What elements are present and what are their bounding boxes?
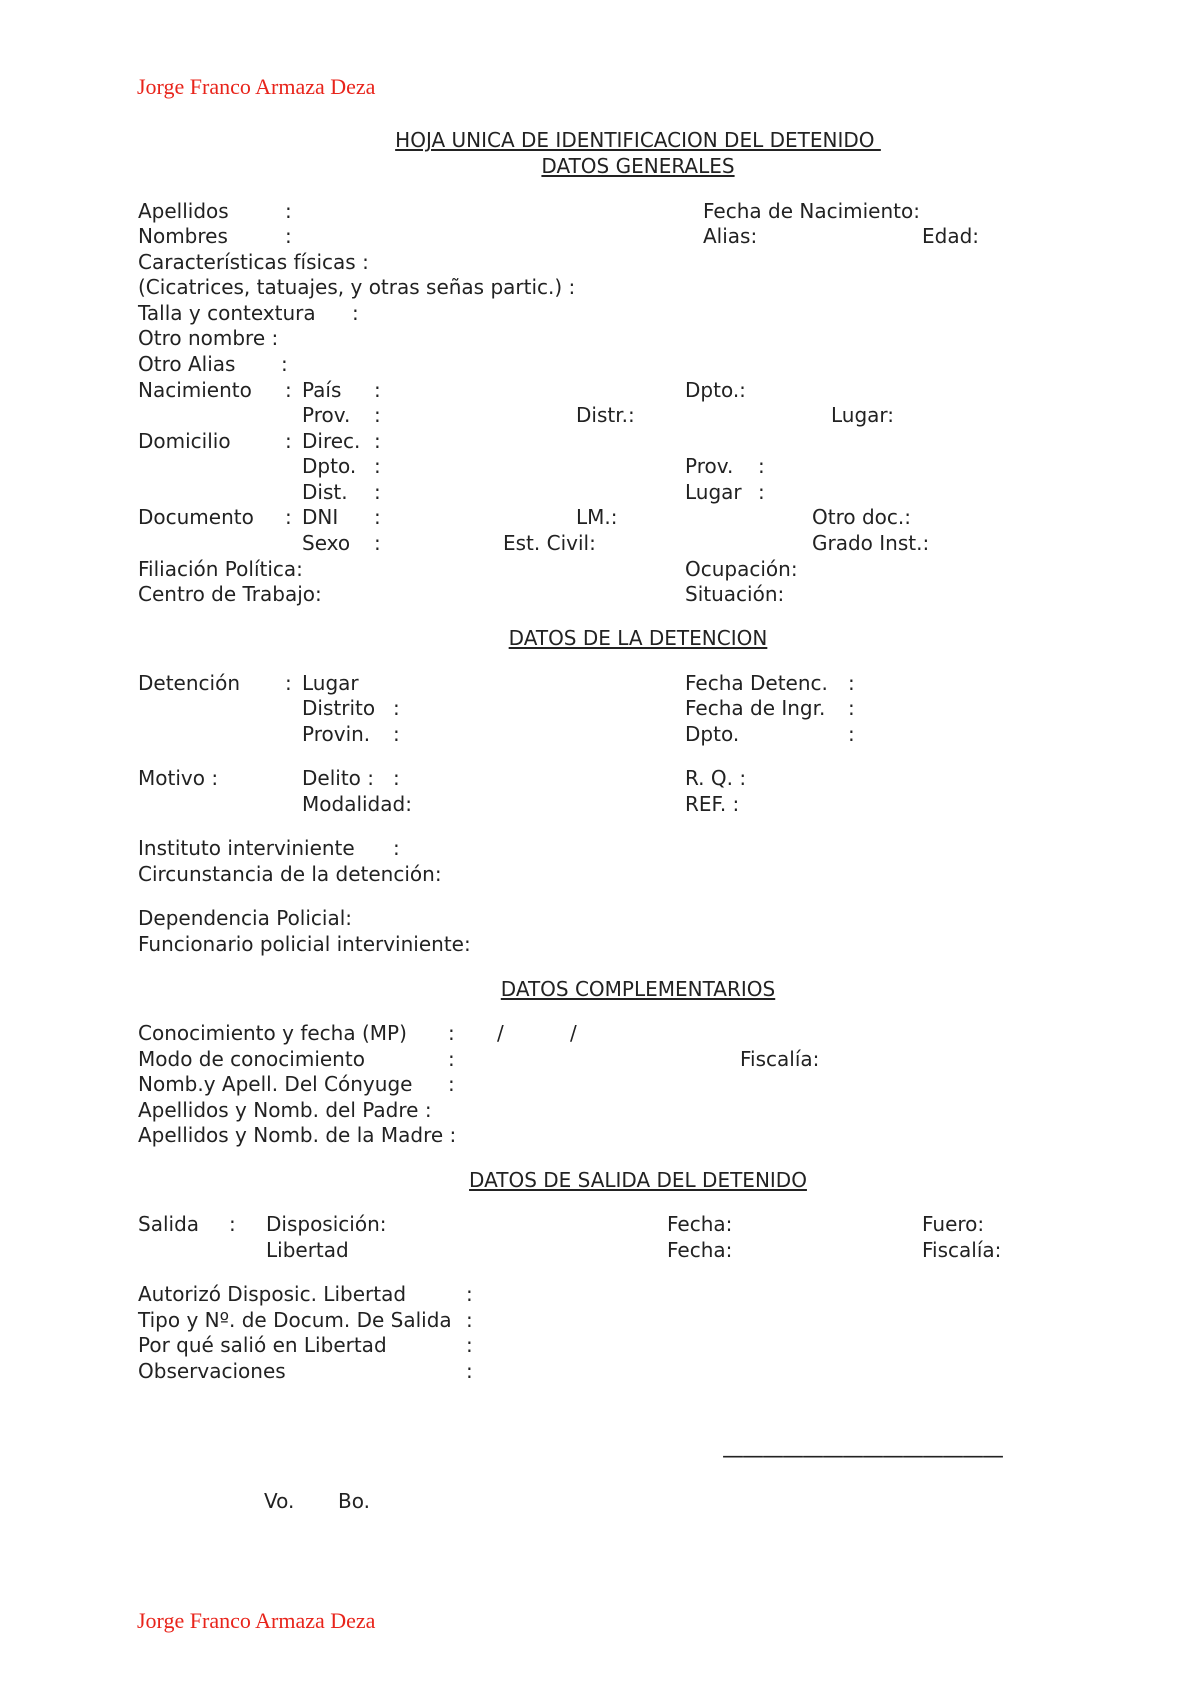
colon: : bbox=[448, 1072, 455, 1096]
label-alias: Alias: bbox=[703, 224, 758, 248]
label-nac-lugar: Lugar: bbox=[831, 403, 895, 427]
label-fecha: Fecha: bbox=[667, 1238, 733, 1262]
section-heading-detencion: DATOS DE LA DETENCION bbox=[508, 626, 768, 650]
colon: : bbox=[281, 352, 288, 376]
label-salida: Salida bbox=[138, 1212, 200, 1236]
label-situacion: Situación: bbox=[685, 582, 785, 606]
label-lugar: Lugar bbox=[302, 671, 359, 695]
colon: : bbox=[393, 696, 400, 720]
label-fecha-detenc: Fecha Detenc. bbox=[685, 671, 828, 695]
label-modo: Modo de conocimiento bbox=[138, 1047, 365, 1071]
label-filiacion: Filiación Política: bbox=[138, 557, 303, 581]
label-nacimiento: Nacimiento bbox=[138, 378, 252, 402]
colon: : bbox=[374, 531, 381, 555]
colon: : bbox=[466, 1308, 473, 1332]
label-vo: Vo. bbox=[264, 1489, 295, 1513]
label-circunstancia: Circunstancia de la detención: bbox=[138, 862, 442, 886]
label-por-que: Por qué salió en Libertad bbox=[138, 1333, 387, 1357]
label-observaciones: Observaciones bbox=[138, 1359, 286, 1383]
label-centro-trabajo: Centro de Trabajo: bbox=[138, 582, 322, 606]
label-nac-prov: Prov. bbox=[302, 403, 351, 427]
date-slash: / bbox=[497, 1021, 504, 1045]
label-edad: Edad: bbox=[922, 224, 980, 248]
label-ref: REF. : bbox=[685, 792, 740, 816]
label-provin: Provin. bbox=[302, 722, 371, 746]
label-padre: Apellidos y Nomb. del Padre : bbox=[138, 1098, 432, 1122]
colon: : bbox=[374, 454, 381, 478]
section-heading-complementarios: DATOS COMPLEMENTARIOS bbox=[500, 977, 776, 1001]
label-nac-dpto: Dpto.: bbox=[685, 378, 746, 402]
signature-line: —————————————— bbox=[722, 1444, 1002, 1469]
label-rq: R. Q. : bbox=[685, 766, 747, 790]
colon: : bbox=[352, 301, 359, 325]
label-dom-prov: Prov. bbox=[685, 454, 734, 478]
label-disposicion: Disposición: bbox=[266, 1212, 387, 1236]
section-heading-salida: DATOS DE SALIDA DEL DETENIDO bbox=[469, 1168, 807, 1192]
colon: : bbox=[758, 480, 765, 504]
label-dom-lugar: Lugar bbox=[685, 480, 742, 504]
label-caracteristicas: Características físicas : bbox=[138, 250, 369, 274]
label-documento: Documento bbox=[138, 505, 254, 529]
colon: : bbox=[393, 722, 400, 746]
label-fecha-ingr: Fecha de Ingr. bbox=[685, 696, 826, 720]
colon: : bbox=[229, 1212, 236, 1236]
label-direc: Direc. bbox=[302, 429, 361, 453]
header-author: Jorge Franco Armaza Deza bbox=[137, 74, 376, 99]
label-conyuge: Nomb.y Apell. Del Cónyuge bbox=[138, 1072, 413, 1096]
colon: : bbox=[285, 224, 292, 248]
label-apellidos: Apellidos bbox=[138, 199, 229, 223]
label-fiscalia: Fiscalía: bbox=[922, 1238, 1002, 1262]
label-talla: Talla y contextura bbox=[138, 301, 316, 325]
label-est-civil: Est. Civil: bbox=[503, 531, 596, 555]
label-otro-nombre: Otro nombre : bbox=[138, 326, 279, 350]
colon: : bbox=[285, 378, 292, 402]
label-otro-alias: Otro Alias bbox=[138, 352, 236, 376]
label-domicilio: Domicilio bbox=[138, 429, 231, 453]
colon: : bbox=[285, 505, 292, 529]
label-dpto: Dpto. bbox=[685, 722, 740, 746]
label-fecha: Fecha: bbox=[667, 1212, 733, 1236]
colon: : bbox=[466, 1359, 473, 1383]
label-dni: DNI bbox=[302, 505, 339, 529]
colon: : bbox=[758, 454, 765, 478]
colon: : bbox=[374, 480, 381, 504]
colon: : bbox=[374, 505, 381, 529]
label-instituto: Instituto interviniente bbox=[138, 836, 355, 860]
label-nombres: Nombres bbox=[138, 224, 228, 248]
label-conocimiento: Conocimiento y fecha (MP) bbox=[138, 1021, 407, 1045]
colon: : bbox=[848, 696, 855, 720]
label-dependencia: Dependencia Policial: bbox=[138, 906, 353, 930]
label-cicatrices: (Cicatrices, tatuajes, y otras señas partic.) : bbox=[138, 275, 576, 299]
label-funcionario: Funcionario policial interviniente: bbox=[138, 932, 471, 956]
label-bo: Bo. bbox=[338, 1489, 370, 1513]
label-delito: Delito : bbox=[302, 766, 374, 790]
section-heading-generales: DATOS GENERALES bbox=[541, 154, 735, 178]
label-sexo: Sexo bbox=[302, 531, 351, 555]
label-dom-dpto: Dpto. bbox=[302, 454, 357, 478]
label-madre: Apellidos y Nomb. de la Madre : bbox=[138, 1123, 457, 1147]
label-lm: LM.: bbox=[576, 505, 618, 529]
colon: : bbox=[393, 766, 400, 790]
footer-author: Jorge Franco Armaza Deza bbox=[137, 1608, 376, 1633]
label-motivo: Motivo : bbox=[138, 766, 219, 790]
colon: : bbox=[848, 671, 855, 695]
colon: : bbox=[448, 1047, 455, 1071]
colon: : bbox=[393, 836, 400, 860]
label-autorizo: Autorizó Disposic. Libertad bbox=[138, 1282, 407, 1306]
label-pais: País bbox=[302, 378, 342, 402]
colon: : bbox=[285, 429, 292, 453]
label-dom-dist: Dist. bbox=[302, 480, 348, 504]
label-ocupacion: Ocupación: bbox=[685, 557, 798, 581]
label-fecha-nacimiento: Fecha de Nacimiento: bbox=[703, 199, 920, 223]
colon: : bbox=[374, 429, 381, 453]
document-title: HOJA UNICA DE IDENTIFICACION DEL DETENIDO bbox=[395, 128, 881, 152]
colon: : bbox=[848, 722, 855, 746]
label-libertad: Libertad bbox=[266, 1238, 349, 1262]
label-detencion: Detención bbox=[138, 671, 240, 695]
colon: : bbox=[285, 199, 292, 223]
label-otro-doc: Otro doc.: bbox=[812, 505, 911, 529]
label-tipo-doc: Tipo y Nº. de Docum. De Salida bbox=[138, 1308, 452, 1332]
label-fuero: Fuero: bbox=[922, 1212, 985, 1236]
label-distrito: Distrito bbox=[302, 696, 376, 720]
colon: : bbox=[285, 671, 292, 695]
label-modalidad: Modalidad: bbox=[302, 792, 412, 816]
date-slash: / bbox=[570, 1021, 577, 1045]
colon: : bbox=[374, 378, 381, 402]
colon: : bbox=[374, 403, 381, 427]
colon: : bbox=[448, 1021, 455, 1045]
colon: : bbox=[466, 1282, 473, 1306]
colon: : bbox=[466, 1333, 473, 1357]
label-grado-inst: Grado Inst.: bbox=[812, 531, 930, 555]
label-fiscalia: Fiscalía: bbox=[740, 1047, 820, 1071]
label-nac-distr: Distr.: bbox=[576, 403, 635, 427]
